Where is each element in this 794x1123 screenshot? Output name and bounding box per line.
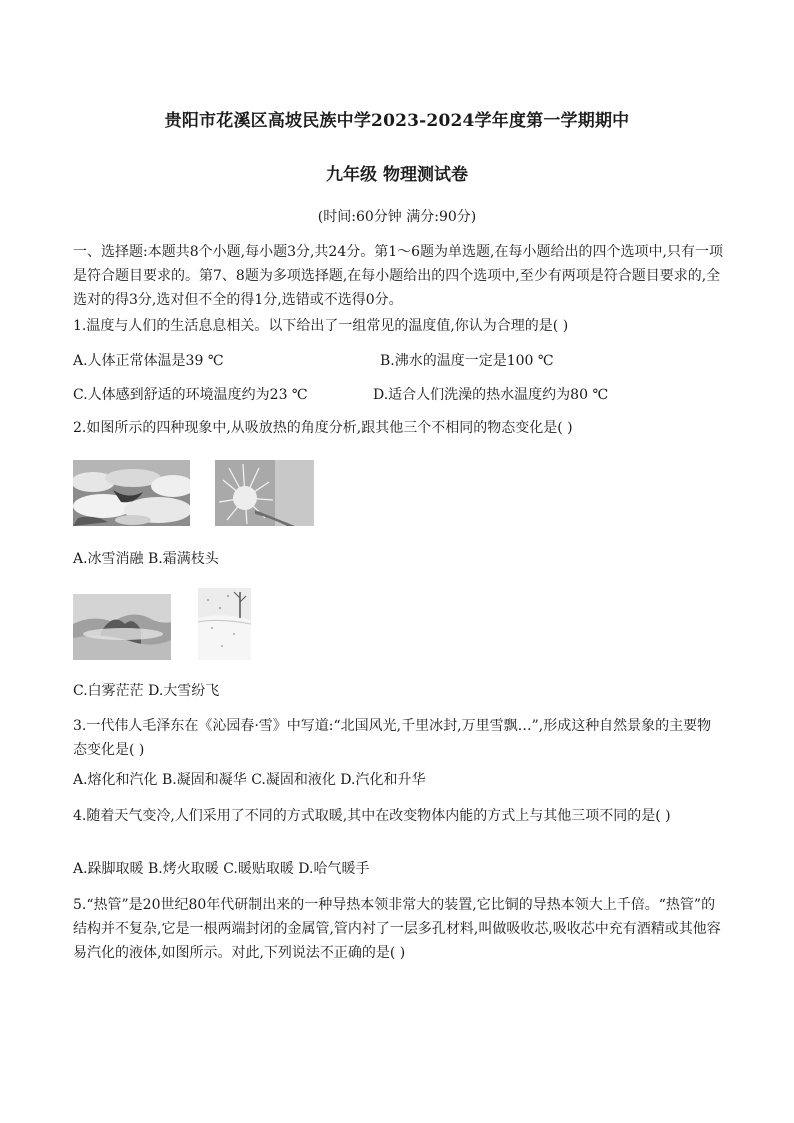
frost-branch-image: [215, 460, 314, 526]
q2-stem: 2.如图所示的四种现象中,从吸放热的角度分析,跟其他三个不相同的物态变化是( ): [73, 420, 573, 436]
q3-options: A.熔化和汽化 B.凝固和凝华 C.凝固和液化 D.汽化和升华: [73, 772, 426, 788]
q3-stem: 3.一代伟人毛泽东在《沁园春·雪》中写道:“北国风光,千里冰封,万里雪飘…”,形成这种自然景象的主要物态变化是( ): [73, 718, 712, 758]
exam-title: 贵阳市花溪区高坡民族中学2023-2024学年度第一学期期中: [164, 111, 630, 131]
section-intro: 一、选择题:本题共8个小题,每小题3分,共24分。第1～6题为单选题,在每小题给出的四个选项中,只有一项是符合题目要求的。第7、8题为多项选择题,在每小题给出的四个选项中,至少有两项是符合题目要求的,全选对的得3分,选对但不全的得1分,选错或不选得0分。: [73, 244, 723, 308]
q1-option-a: A.人体正常体温是39 ℃: [73, 353, 224, 369]
q2-options-cd: C.白雾茫茫 D.大雪纷飞: [73, 683, 220, 699]
q4-stem: 4.随着天气变冷,人们采用了不同的方式取暖,其中在改变物体内能的方式上与其他三项不同的是( ): [73, 808, 671, 824]
q4-options: A.跺脚取暖 B.烤火取暖 C.暖贴取暖 D.哈气暖手: [73, 861, 370, 877]
fog-image: [73, 594, 171, 660]
q5-stem: 5.“热管”是20世纪80年代研制出来的一种导热本领非常大的装置,它比铜的导热本领大上千倍。“热管”的结构并不复杂,它是一根两端封闭的金属管,管内衬了一层多孔材料,叫做吸收芯,吸收芯中充有酒精或其他容易汽化的液体,如图所示。对此,下列说法不正确的是( ): [73, 897, 721, 961]
q1-stem: 1.温度与人们的生活息息相关。以下给出了一组常见的温度值,你认为合理的是( ): [73, 318, 569, 334]
q1-option-d: D.适合人们洗澡的热水温度约为80 ℃: [373, 387, 609, 403]
exam-meta: (时间:60分钟 满分:90分): [317, 209, 477, 225]
melting-ice-image: [73, 460, 190, 526]
exam-subtitle: 九年级 物理测试卷: [326, 165, 468, 185]
heavy-snow-image: [198, 588, 251, 660]
q1-option-c: C.人体感到舒适的环境温度约为23 ℃: [73, 387, 308, 403]
q2-options-ab: A.冰雪消融 B.霜满枝头: [73, 551, 219, 567]
q1-option-b: B.沸水的温度一定是100 ℃: [380, 353, 554, 369]
